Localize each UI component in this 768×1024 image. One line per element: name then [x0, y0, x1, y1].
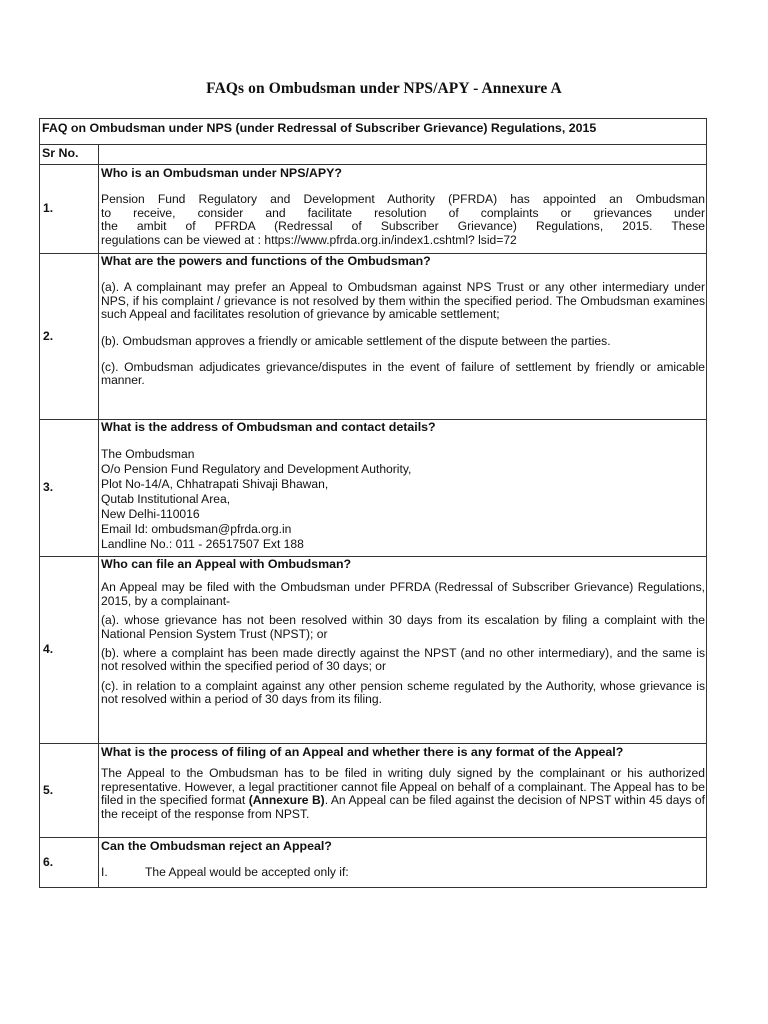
faq-answer-item [101, 866, 705, 879]
faq-row-3 [40, 420, 707, 557]
faq-answer-paragraph: (c). Ombudsman adjudicates grievance/disputes in the event of failure of settlement by friendly or amicable manner. [101, 360, 705, 388]
answer-text: . An Appeal can be filed against the decision of NPST within 45 days of the receipt of the response from NPST. [101, 793, 705, 821]
faq-content [99, 165, 707, 254]
faq-question: Who can file an Appeal with Ombudsman? [101, 557, 352, 571]
faq-content [99, 254, 707, 420]
faq-row-1 [40, 165, 707, 254]
faq-content [99, 744, 707, 838]
faq-answer-paragraph: (a). A complainant may prefer an Appeal to Ombudsman against NPS Trust or any other intermediary under NPS, if his complaint / grievance is not resolved by them within the specified period. The Ombudsman examines such Appeal and facilitates resolution of grievance by amicable settlement; [101, 280, 705, 322]
answer-text: The Appeal to the Ombudsman has to be filed in writing duly signed by the complainant or his authorized representative. However, a legal practitioner cannot file Appeal on behalf of a complainant. The Appeal has to be filed in the specified format [101, 766, 705, 808]
faq-content [99, 420, 707, 557]
page-title: FAQs on Ombudsman under NPS/APY - Annexure A [206, 80, 562, 97]
faq-table [39, 118, 707, 888]
faq-row-5 [40, 744, 707, 838]
faq-question: What are the powers and functions of the Ombudsman? [101, 254, 431, 268]
item-text: The Appeal would be accepted only if: [145, 865, 349, 880]
address-line: New Delhi-110016 [101, 507, 200, 522]
faq-row-2 [40, 254, 707, 420]
table-header-row [40, 119, 707, 145]
faq-question: Who is an Ombudsman under NPS/APY? [101, 166, 342, 180]
column-header-row [40, 145, 707, 165]
faq-question: Can the Ombudsman reject an Appeal? [101, 839, 332, 853]
empty-header-cell [99, 145, 707, 165]
faq-answer-line: regulations can be viewed at : https://www.pfrda.org.in/index1.cshtml? lsid=72 [101, 232, 517, 247]
phone-line: Landline No.: 011 - 26517507 Ext 188 [101, 536, 304, 551]
faq-answer-paragraph [101, 767, 705, 821]
faq-row-4 [40, 557, 707, 744]
faq-answer-line: Pension Fund Regulatory and Development Authority (PFRDA) has appointed an Ombudsman [101, 192, 705, 207]
faq-content [99, 557, 707, 744]
faq-question: What is the address of Ombudsman and contact details? [101, 420, 436, 434]
table-title: FAQ on Ombudsman under NPS (under Redressal of Subscriber Grievance) Regulations, 2015 [40, 119, 707, 145]
faq-answer-line: the ambit of PFRDA (Redressal of Subscriber Grievance) Regulations, 2015. These [101, 219, 705, 234]
ombudsman-address [101, 447, 705, 551]
email-line: Email Id: ombudsman@pfrda.org.in [101, 521, 292, 536]
faq-number: 1. [40, 165, 99, 254]
address-line: Plot No-14/A, Chhatrapati Shivaji Bhawan, [101, 477, 329, 492]
faq-answer-line: to receive, consider and facilitate resolution of complaints or grievances under [101, 205, 705, 220]
faq-number: 2. [40, 254, 99, 420]
annexure-b-reference: (Annexure B) [248, 793, 325, 808]
faq-answer-paragraph: (b). Ombudsman approves a friendly or amicable settlement of the dispute between the parties. [101, 333, 611, 348]
item-number: I. [101, 865, 108, 880]
faq-answer-paragraph: (a). whose grievance has not been resolved within 30 days from its escalation by filing a complaint with the National Pension System Trust (NPST); or [101, 613, 705, 641]
faq-answer-paragraph: An Appeal may be filed with the Ombudsman under PFRDA (Redressal of Subscriber Grievance) Regulations, 2015, by a complainant- [101, 580, 705, 608]
address-line: O/o Pension Fund Regulatory and Development Authority, [101, 462, 412, 477]
faq-number: 5. [40, 744, 99, 838]
faq-answer-paragraph: (c). in relation to a complaint against any other pension scheme regulated by the Authority, whose grievance is not resolved within a period of 30 days from its filing. [101, 678, 705, 707]
faq-content [99, 838, 707, 888]
address-line: The Ombudsman [101, 447, 195, 462]
sr-no-header: Sr No. [40, 145, 99, 165]
faq-number: 6. [40, 838, 99, 888]
faq-number: 4. [40, 557, 99, 744]
faq-number: 3. [40, 420, 99, 557]
faq-question: What is the process of filing of an Appeal and whether there is any format of the Appeal? [101, 745, 624, 759]
address-line: Qutab Institutional Area, [101, 492, 231, 507]
faq-answer-paragraph: (b). where a complaint has been made directly against the NPST (and no other intermediary), and the same is not resolved within the specified period of 30 days; or [101, 646, 705, 674]
faq-row-6 [40, 838, 707, 888]
